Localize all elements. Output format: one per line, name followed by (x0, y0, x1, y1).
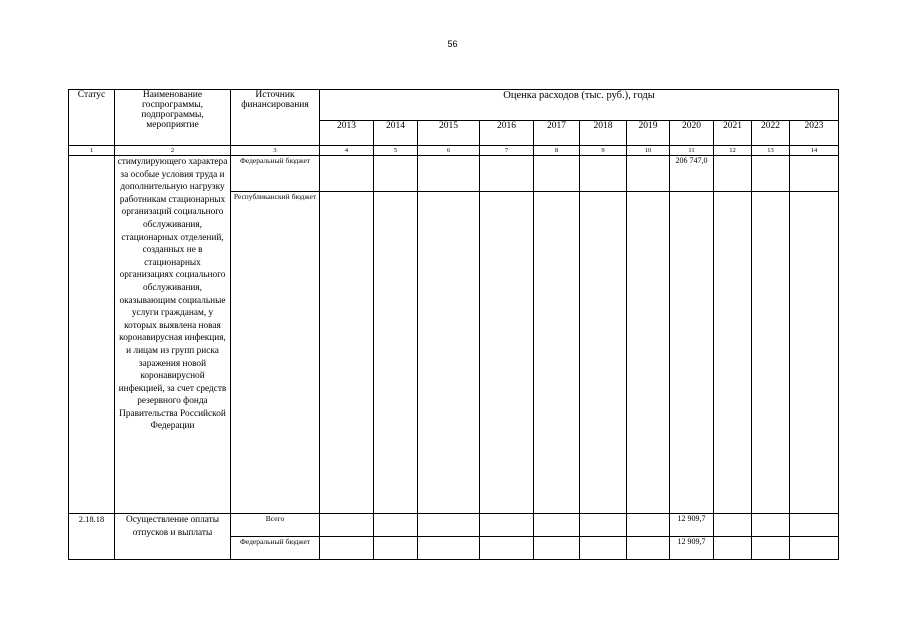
value-cell (714, 192, 752, 514)
value-cell: 12 909,7 (670, 537, 714, 560)
value-cell (534, 192, 580, 514)
value-cell (320, 514, 374, 537)
value-cell (480, 156, 534, 192)
value-cell (534, 537, 580, 560)
funding-source-cell: Республиканский бюджет (231, 192, 320, 514)
header-name: Наименование госпрограммы, подпрограммы, мероприятие (115, 90, 231, 146)
header-year: 2017 (534, 121, 580, 146)
column-number: 8 (534, 146, 580, 156)
header-estimate: Оценка расходов (тыс. руб.), годы (320, 90, 839, 121)
value-cell (580, 537, 627, 560)
value-cell (534, 514, 580, 537)
value-cell (752, 192, 790, 514)
value-cell (627, 514, 670, 537)
column-number: 6 (418, 146, 480, 156)
value-cell (580, 156, 627, 192)
header-year: 2019 (627, 121, 670, 146)
header-year: 2020 (670, 121, 714, 146)
value-cell (752, 156, 790, 192)
value-cell (480, 192, 534, 514)
value-cell (627, 537, 670, 560)
funding-source-cell: Всего (231, 514, 320, 537)
measure-name-cell: Осуществление оплаты отпусков и выплаты (115, 514, 231, 560)
column-number: 4 (320, 146, 374, 156)
table-row (69, 514, 839, 537)
column-number: 11 (670, 146, 714, 156)
value-cell (627, 156, 670, 192)
value-cell (580, 514, 627, 537)
value-cell (627, 192, 670, 514)
value-cell (790, 514, 839, 537)
column-number: 5 (374, 146, 418, 156)
value-cell (418, 192, 480, 514)
value-cell (374, 514, 418, 537)
value-cell (374, 156, 418, 192)
column-number: 7 (480, 146, 534, 156)
funding-source-cell: Федеральный бюджет (231, 537, 320, 560)
value-cell (480, 514, 534, 537)
value-cell (418, 156, 480, 192)
value-cell (670, 192, 714, 514)
column-number: 1 (69, 146, 115, 156)
header-year: 2022 (752, 121, 790, 146)
header-year: 2023 (790, 121, 839, 146)
column-number: 9 (580, 146, 627, 156)
header-row-top (69, 90, 839, 121)
value-cell (790, 537, 839, 560)
value-cell (480, 537, 534, 560)
funding-source-cell: Федеральный бюджет (231, 156, 320, 192)
header-year: 2014 (374, 121, 418, 146)
value-cell (752, 514, 790, 537)
value-cell (714, 537, 752, 560)
column-number: 2 (115, 146, 231, 156)
column-number: 13 (752, 146, 790, 156)
value-cell (418, 514, 480, 537)
value-cell (790, 192, 839, 514)
value-cell (320, 156, 374, 192)
header-year: 2013 (320, 121, 374, 146)
page-number: 56 (447, 39, 458, 49)
header-status: Статус (69, 90, 115, 146)
status-cell (69, 156, 115, 514)
column-number: 14 (790, 146, 839, 156)
value-cell (534, 156, 580, 192)
value-cell (374, 537, 418, 560)
value-cell (320, 192, 374, 514)
header-year: 2018 (580, 121, 627, 146)
value-cell (374, 192, 418, 514)
value-cell: 12 909,7 (670, 514, 714, 537)
value-cell: 206 747,0 (670, 156, 714, 192)
value-cell (752, 537, 790, 560)
header-year: 2021 (714, 121, 752, 146)
column-numbers-row (69, 146, 839, 156)
value-cell (714, 156, 752, 192)
header-year: 2016 (480, 121, 534, 146)
value-cell (580, 192, 627, 514)
column-number: 10 (627, 146, 670, 156)
status-cell: 2.18.18 (69, 514, 115, 560)
budget-table (68, 89, 839, 560)
table-body (69, 156, 839, 560)
measure-name-cell: стимулирующего характера за особые условия труда и дополнительную нагрузку работникам стационарных организаций социального обслуживания, стационарных отделений, созданных не в стационарных организациях социального обслуживания, оказывающим социальные услуги гражданам, у которых выявлена новая коронавирусная инфекция, и лицам из групп риска заражения новой коронавирусной инфекцией, за счет средств резервного фонда Правительства Российской Федерации (115, 156, 231, 514)
value-cell (714, 514, 752, 537)
header-source: Источник финансирования (231, 90, 320, 146)
column-number: 12 (714, 146, 752, 156)
table-row (69, 156, 839, 192)
value-cell (320, 537, 374, 560)
header-year: 2015 (418, 121, 480, 146)
column-number: 3 (231, 146, 320, 156)
value-cell (418, 537, 480, 560)
value-cell (790, 156, 839, 192)
